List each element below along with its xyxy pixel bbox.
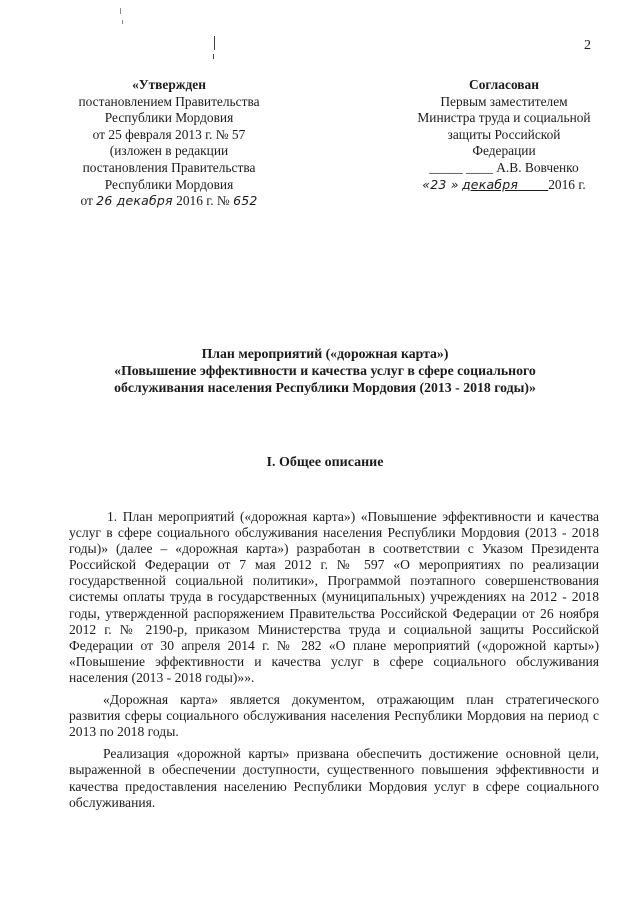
approval-date-line — [52, 193, 286, 210]
scan-mark — [213, 54, 214, 59]
title-line: обслуживания населения Республики Мордовия (2013 - 2018 годы)» — [114, 379, 536, 395]
approval-line: постановления Правительства — [82, 159, 256, 175]
body-text — [69, 509, 599, 817]
section-heading: I. Общее описание — [266, 455, 384, 470]
approval-date-suffix: 2016 г. № — [176, 193, 230, 209]
page-number: 2 — [584, 38, 591, 53]
title-line: «Повышение эффективности и качества услуг в сфере социального — [114, 362, 536, 378]
document-title — [70, 346, 580, 396]
paragraph: Реализация «дорожной карты» призвана обеспечить достижение основной цели, выраженной в обеспечении доступности, существенного повышения эффективности и качества предоставления населению Республики Мордовия услуг в сфере социального обслуживания. — [69, 746, 599, 810]
approval-date-prefix: от — [80, 193, 93, 209]
approval-line: Республики Мордовия — [104, 176, 234, 192]
agreement-date-month: декабря — [461, 176, 519, 192]
agreement-block — [394, 77, 614, 193]
agreement-date-suffix: 2016 г. — [548, 176, 586, 192]
approval-heading: «Утвержден — [132, 77, 206, 92]
agreement-date-blank — [518, 177, 548, 192]
agreement-line: Министра труда и социальной — [417, 110, 591, 126]
approval-line: Республики Мордовия — [104, 110, 234, 126]
title-line: План мероприятий («дорожная карта») — [201, 346, 449, 361]
scan-mark — [120, 8, 121, 14]
paragraph: «Дорожная карта» является документом, отражающим план стратегического развития сферы социального обслуживания населения Республики Мордовия на период с 2013 по 2018 годы. — [69, 692, 599, 740]
scan-mark — [122, 20, 123, 24]
approval-number-handwritten: 652 — [233, 193, 258, 209]
approval-block — [52, 77, 286, 210]
approval-date-handwritten: 26 декабря — [96, 193, 173, 209]
agreement-signature: _____ ____ А.В. Вовченко — [429, 159, 579, 175]
approval-line: (изложен в редакции — [109, 143, 229, 159]
scan-marks — [116, 6, 226, 66]
agreement-heading: Согласован — [469, 77, 539, 92]
scan-mark — [214, 36, 215, 50]
agreement-date-day: «23 » — [422, 176, 459, 192]
agreement-line: Федерации — [472, 143, 536, 159]
approval-line: от 25 февраля 2013 г. № 57 — [92, 126, 246, 142]
paragraph: 1. План мероприятий («дорожная карта») «Повышение эффективности и качества услуг в сфере социального обслуживания населения Республики Мордовия (2013 - 2018 годы)» (далее – «дорожная карта») разработан в соответствии с Указом Президента Российской Федерации от 7 мая 2012 г. № 597 «О мероприятиях по реализации государственной социальной политики», Программой поэтапного совершенствования системы оплаты труда в государственных (муниципальных) учреждениях на 2012 - 2018 годы, утвержденной распоряжением Правительства Российской Федерации от 26 ноября 2012 г. № 2190-р, приказом Министерства труда и социальной защиты Российской Федерации от 30 апреля 2014 г. № 282 «О плане мероприятий («дорожной карты») «Повышение эффективности и качества услуг в сфере социального обслуживания населения (2013 - 2018 годы)»». — [69, 509, 599, 685]
approval-line: постановлением Правительства — [78, 93, 260, 109]
agreement-line: Первым заместителем — [440, 93, 568, 109]
agreement-date-line — [394, 177, 614, 194]
agreement-line: защиты Российской — [447, 126, 561, 142]
